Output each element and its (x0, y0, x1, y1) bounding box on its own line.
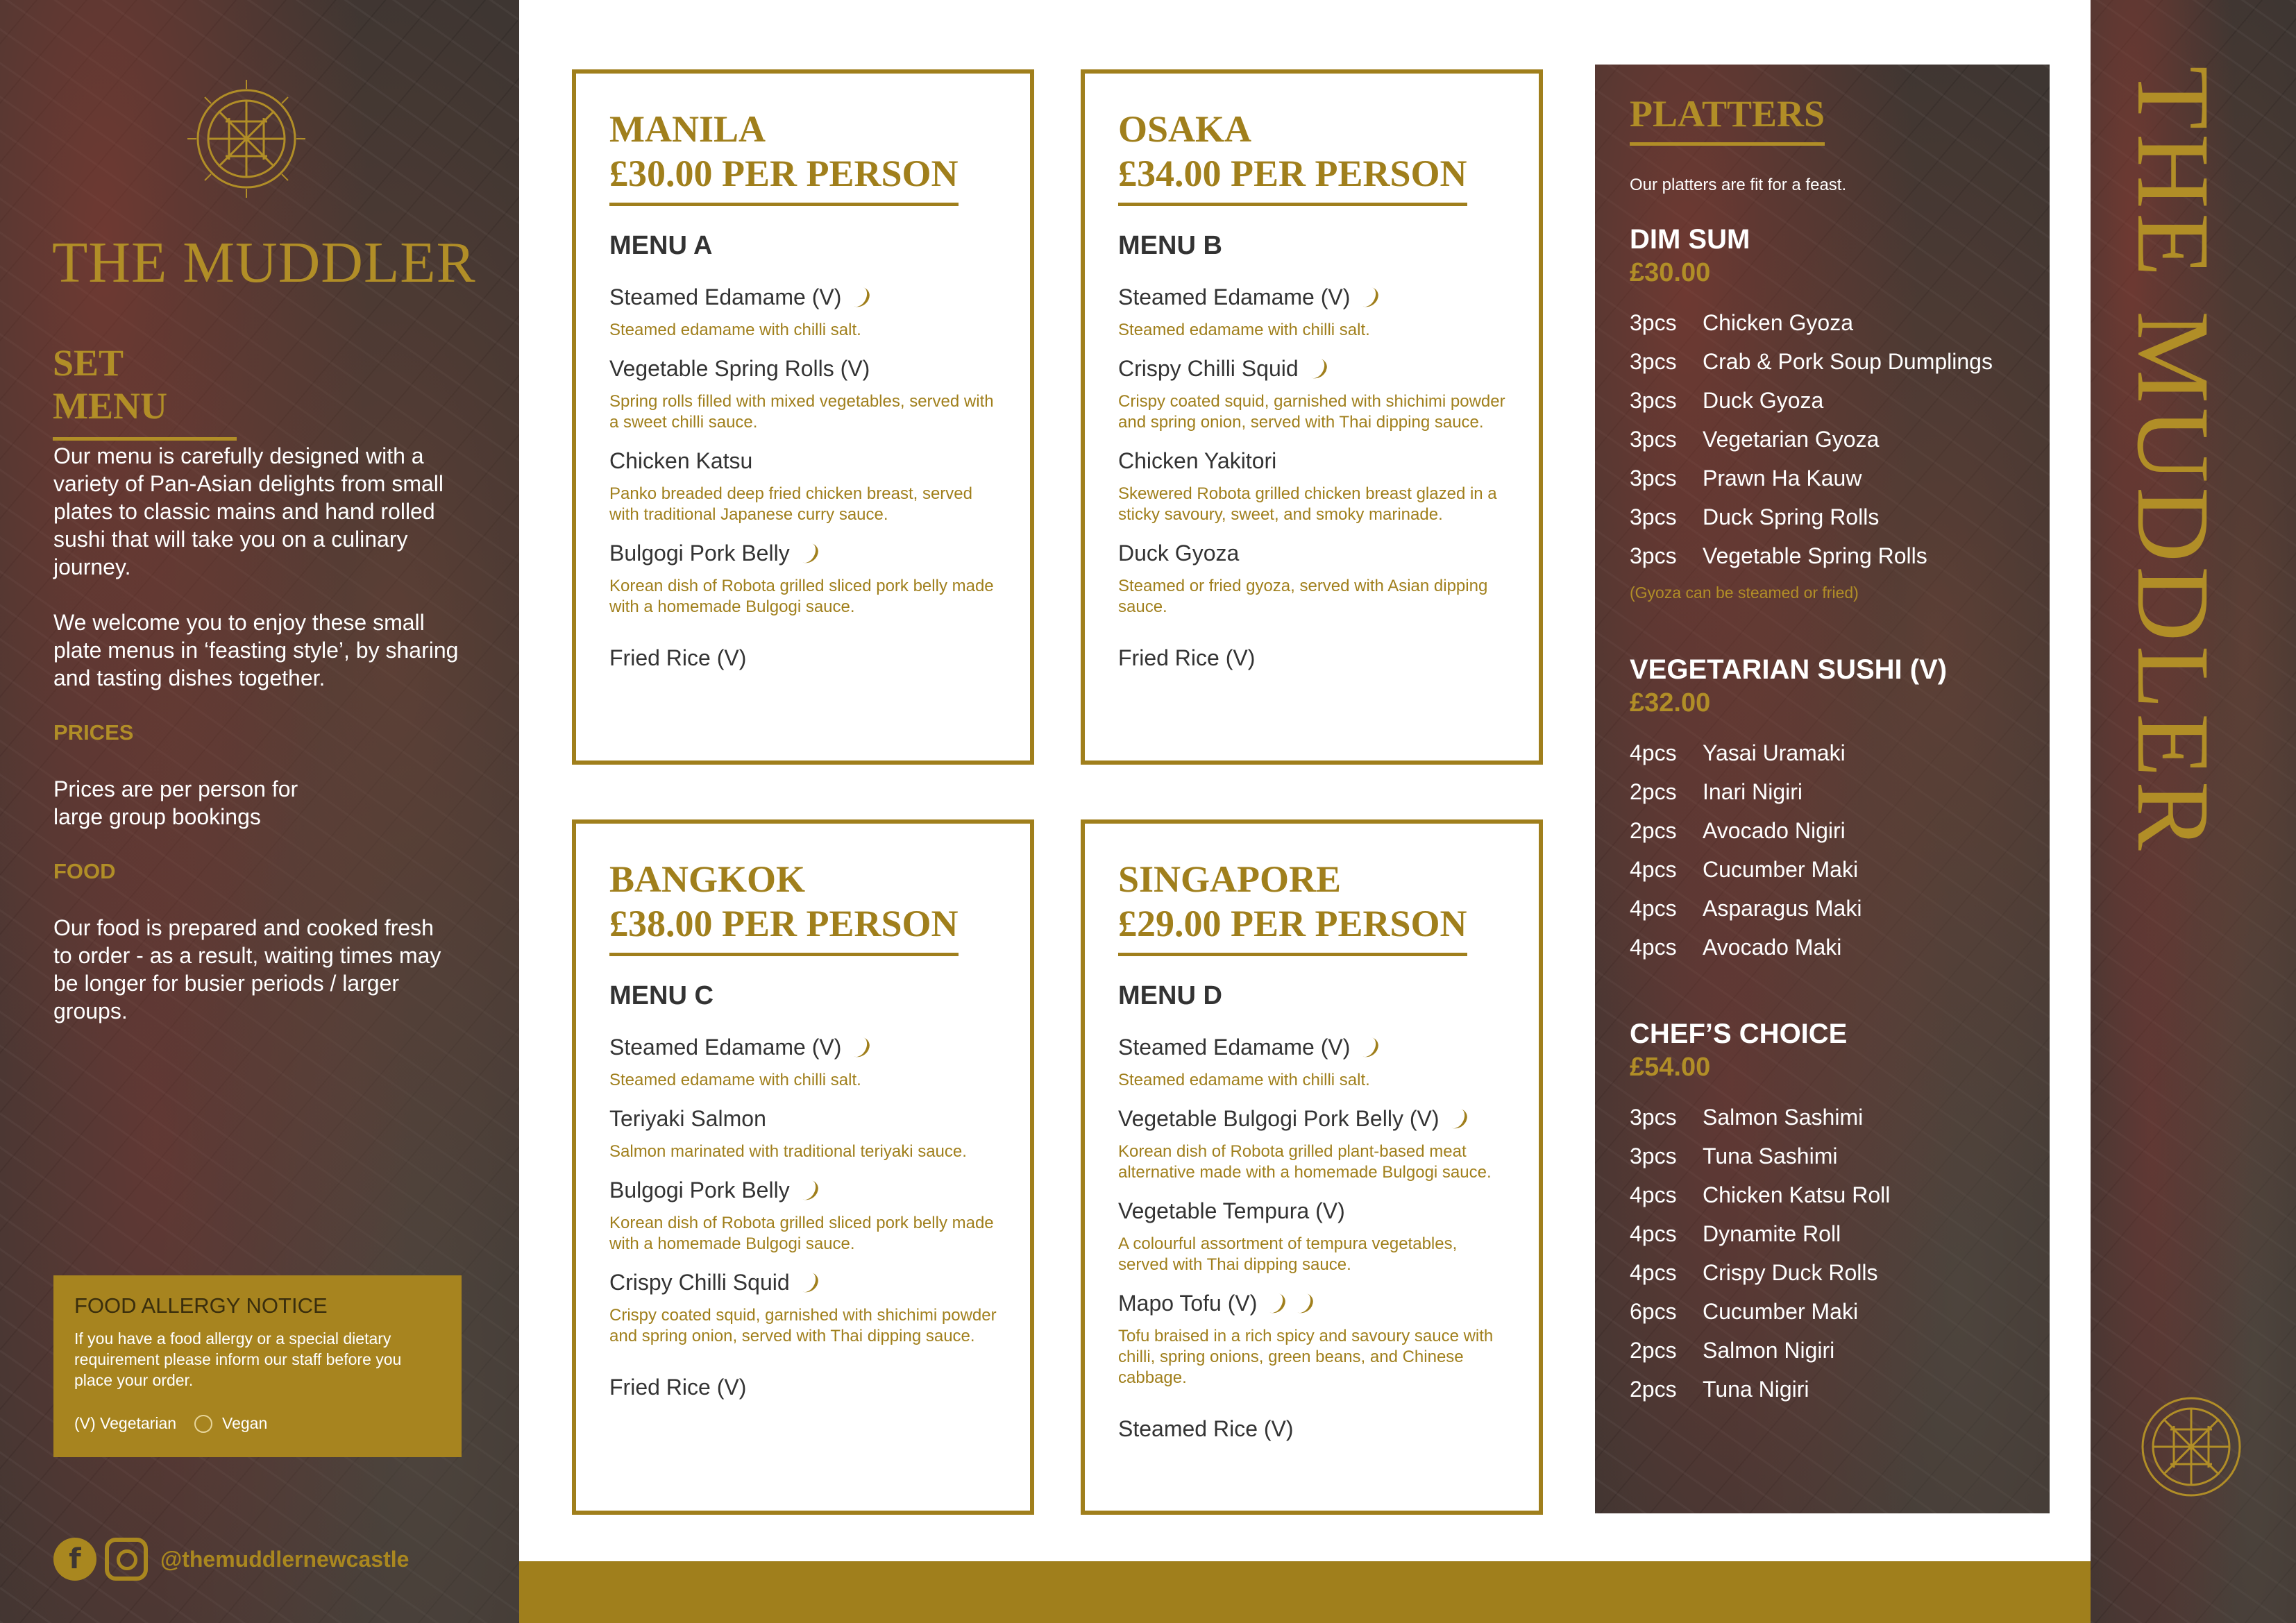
item-quantity: 4pcs (1630, 1182, 1677, 1207)
dish-name-row (609, 1178, 997, 1203)
platter-item (1630, 459, 2032, 498)
logo-emblem-icon (2122, 1377, 2261, 1516)
dish-name: Chicken Katsu (609, 448, 753, 473)
chilli-icon (800, 1271, 820, 1295)
item-name: Duck Spring Rolls (1703, 504, 1880, 529)
item-name: Inari Nigiri (1703, 779, 1803, 804)
item-name: Tuna Sashimi (1703, 1143, 1838, 1169)
allergy-title: FOOD ALLERGY NOTICE (74, 1293, 328, 1318)
menu-city: SINGAPORE (1118, 858, 1342, 900)
menu-label: MENU A (609, 231, 713, 260)
platter-item (1630, 381, 2032, 420)
platter-item (1630, 772, 2032, 811)
dish-description: Salmon marinated with traditional teriyaki sauce. (609, 1142, 967, 1161)
intro-paragraph-1: Our menu is carefully designed with a variety of Pan-Asian delights from small plates to classic mains and hand rolled sushi that will take you on a culinary journey. (53, 443, 444, 579)
item-quantity: 6pcs (1630, 1298, 1677, 1324)
dish-name-row (1118, 1198, 1505, 1224)
item-name: Cucumber Maki (1703, 1298, 1859, 1324)
menu-price: £38.00 PER PERSON (609, 901, 959, 956)
dish-description: Steamed edamame with chilli salt. (1118, 321, 1370, 339)
dish-name: Steamed Edamame (V) (1118, 1035, 1351, 1060)
dish (609, 541, 997, 618)
dish-name: Steamed Edamame (V) (1118, 284, 1351, 309)
dish-description: Steamed edamame with chilli salt. (609, 321, 861, 339)
item-name: Yasai Uramaki (1703, 740, 1846, 765)
item-name: Salmon Sashimi (1703, 1104, 1864, 1130)
menu-label: MENU C (609, 981, 714, 1010)
dish-description: Spring rolls filled with mixed vegetables, served with a sweet chilli sauce. (609, 392, 994, 432)
dish-name-row (609, 1375, 997, 1400)
dish-name-row (1118, 356, 1505, 382)
item-quantity: 3pcs (1630, 348, 1677, 374)
dish (1118, 1106, 1505, 1183)
menu-card-bangkok (572, 819, 1034, 1515)
dish (1118, 1416, 1505, 1442)
facebook-icon[interactable]: f (53, 1538, 96, 1581)
platter-item (1630, 1098, 2032, 1137)
menu-price: £30.00 PER PERSON (609, 151, 959, 206)
dish-name: Bulgogi Pork Belly (609, 541, 790, 566)
item-name: Crab & Pork Soup Dumplings (1703, 348, 1993, 374)
item-name: Crispy Duck Rolls (1703, 1259, 1878, 1285)
prices-label: PRICES (53, 720, 134, 745)
menu-city: MANILA (609, 108, 766, 150)
item-name: Chicken Katsu Roll (1703, 1182, 1891, 1207)
platter-item (1630, 1292, 2032, 1331)
set-menu-heading: SET MENU (53, 341, 237, 441)
dish-description: Skewered Robota grilled chicken breast glazed in a sticky savoury, sweet, and smoky marinade. (1118, 484, 1497, 524)
platter-item (1630, 1214, 2032, 1253)
dish (609, 448, 997, 525)
dish (1118, 1198, 1505, 1275)
dish-name: Fried Rice (V) (609, 1375, 747, 1400)
chilli-icon (800, 1178, 820, 1203)
left-panel (0, 0, 519, 1623)
dish-name-row (609, 448, 997, 474)
platter-item (1630, 1175, 2032, 1214)
dish (609, 1035, 997, 1091)
dish-name-row (1118, 1416, 1505, 1442)
dish-name: Steamed Edamame (V) (609, 284, 842, 309)
prices-text: Prices are per person for large group bookings (53, 776, 298, 829)
platter-chefs-choice (1630, 1019, 2032, 1409)
platters-title: PLATTERS (1630, 92, 1825, 146)
dish-name: Duck Gyoza (1118, 541, 1240, 566)
dish-name-row (1118, 541, 1505, 566)
dish-name-row (1118, 645, 1505, 671)
item-name: Prawn Ha Kauw (1703, 465, 1862, 491)
bottom-gold-bar (519, 1561, 2091, 1623)
dish-name-row (609, 356, 997, 382)
dish-description: Panko breaded deep fried chicken breast, served with traditional Japanese curry sauce. (609, 484, 972, 524)
item-name: Avocado Nigiri (1703, 817, 1846, 843)
dish-description: Korean dish of Robota grilled sliced pork belly made with a homemade Bulgogi sauce. (609, 1214, 994, 1253)
item-quantity: 4pcs (1630, 740, 1677, 765)
chilli-icon (1308, 357, 1328, 381)
platter-items (1630, 733, 2032, 967)
dish-name: Vegetable Tempura (V) (1118, 1198, 1345, 1223)
item-quantity: 3pcs (1630, 465, 1677, 491)
dish-name-row (609, 645, 997, 671)
allergy-notice (53, 1275, 462, 1457)
platter-vegetarian-sushi (1630, 654, 2032, 967)
dish (1118, 1291, 1505, 1388)
platter-price: £30.00 (1630, 258, 1711, 287)
dish (609, 1106, 997, 1162)
dish-name: Steamed Rice (V) (1118, 1416, 1294, 1441)
dish-name-row (609, 1035, 997, 1060)
item-name: Salmon Nigiri (1703, 1337, 1835, 1363)
vegan-legend: Vegan (222, 1414, 268, 1432)
platter-item (1630, 1137, 2032, 1175)
chilli-icon (1295, 1291, 1315, 1316)
item-name: Chicken Gyoza (1703, 309, 1853, 335)
item-quantity: 3pcs (1630, 1143, 1677, 1169)
item-quantity: 3pcs (1630, 543, 1677, 568)
dish-name-row (1118, 284, 1505, 310)
item-name: Cucumber Maki (1703, 856, 1859, 882)
item-quantity: 3pcs (1630, 387, 1677, 413)
menu-label: MENU D (1118, 981, 1222, 1010)
dish-name: Vegetable Spring Rolls (V) (609, 356, 870, 381)
platter-item (1630, 342, 2032, 381)
dish-name: Chicken Yakitori (1118, 448, 1277, 473)
platter-item (1630, 811, 2032, 850)
platter-item (1630, 733, 2032, 772)
dish-description: Korean dish of Robota grilled sliced pork belly made with a homemade Bulgogi sauce. (609, 577, 994, 616)
item-quantity: 4pcs (1630, 895, 1677, 921)
platter-item (1630, 928, 2032, 967)
item-quantity: 3pcs (1630, 426, 1677, 452)
dish-name: Teriyaki Salmon (609, 1106, 766, 1131)
menu-city: BANGKOK (609, 858, 806, 900)
dish-description: Crispy coated squid, garnished with shichimi powder and spring onion, served with Thai dipping sauce. (609, 1306, 997, 1345)
dish (609, 356, 997, 433)
dish-description: Steamed edamame with chilli salt. (1118, 1071, 1370, 1089)
menu-city: OSAKA (1118, 108, 1252, 150)
item-quantity: 2pcs (1630, 817, 1677, 843)
platter-name: CHEF’S CHOICE (1630, 1019, 1848, 1049)
chilli-icon (852, 285, 872, 309)
dish-name-row (609, 1270, 997, 1295)
dish (609, 1178, 997, 1255)
platter-item (1630, 420, 2032, 459)
menu-card-singapore (1081, 819, 1543, 1515)
dish-name-row (609, 284, 997, 310)
brand-name: THE MUDDLER (52, 230, 476, 295)
dish (1118, 541, 1505, 618)
platter-item (1630, 1253, 2032, 1292)
menu-price: £29.00 PER PERSON (1118, 901, 1467, 956)
platter-item (1630, 498, 2032, 536)
dish (609, 645, 997, 671)
platter-item (1630, 303, 2032, 342)
dish-name: Bulgogi Pork Belly (609, 1178, 790, 1203)
social-links (53, 1538, 409, 1581)
dish (609, 1375, 997, 1400)
platter-items (1630, 303, 2032, 575)
intro-paragraph-2: We welcome you to enjoy these small plate menus in ‘feasting style’, by sharing and tasting dishes together. (53, 610, 459, 690)
food-label: FOOD (53, 859, 116, 883)
item-quantity: 2pcs (1630, 1376, 1677, 1402)
item-quantity: 2pcs (1630, 1337, 1677, 1363)
platter-item (1630, 1370, 2032, 1409)
item-quantity: 4pcs (1630, 856, 1677, 882)
platters-intro: Our platters are fit for a feast. (1630, 176, 1847, 194)
menu-price: £34.00 PER PERSON (1118, 151, 1467, 206)
brand-name-vertical: THE MUDDLER (2116, 66, 2231, 855)
platter-item (1630, 536, 2032, 575)
menu-label: MENU B (1118, 231, 1222, 260)
item-name: Duck Gyoza (1703, 387, 1824, 413)
chilli-icon (1360, 1035, 1381, 1060)
platter-dim-sum (1630, 224, 2032, 602)
dish (1118, 356, 1505, 433)
dish-name-row (1118, 1035, 1505, 1060)
dish (1118, 645, 1505, 671)
item-quantity: 3pcs (1630, 504, 1677, 529)
item-name: Tuna Nigiri (1703, 1376, 1809, 1402)
platter-price: £32.00 (1630, 688, 1711, 717)
dietary-legend (74, 1414, 441, 1433)
platter-items (1630, 1098, 2032, 1409)
dish-name: Fried Rice (V) (1118, 645, 1256, 670)
dish-name: Mapo Tofu (V) (1118, 1291, 1258, 1316)
allergy-text: If you have a food allergy or a special dietary requirement please inform our staff before you place your order. (74, 1329, 402, 1389)
dish-description: Tofu braised in a rich spicy and savoury sauce with chilli, spring onions, green beans, and Chinese cabbage. (1118, 1327, 1494, 1387)
dish (1118, 284, 1505, 341)
item-name: Avocado Maki (1703, 934, 1842, 960)
item-quantity: 4pcs (1630, 934, 1677, 960)
platters-panel (1595, 65, 2050, 1513)
vegan-leaf-icon (194, 1415, 212, 1433)
dish-name: Steamed Edamame (V) (609, 1035, 842, 1060)
item-quantity: 2pcs (1630, 779, 1677, 804)
item-quantity: 4pcs (1630, 1221, 1677, 1246)
item-quantity: 3pcs (1630, 1104, 1677, 1130)
dish-description: A colourful assortment of tempura vegetables, served with Thai dipping sauce. (1118, 1234, 1458, 1274)
platter-name: DIM SUM (1630, 224, 1750, 255)
item-name: Dynamite Roll (1703, 1221, 1841, 1246)
platter-price: £54.00 (1630, 1053, 1711, 1082)
social-handle[interactable]: @themuddlernewcastle (160, 1546, 410, 1572)
dish-name-row (609, 541, 997, 566)
item-name: Vegetarian Gyoza (1703, 426, 1880, 452)
instagram-icon[interactable] (105, 1538, 148, 1581)
platter-item (1630, 850, 2032, 889)
platter-item (1630, 1331, 2032, 1370)
dish-name: Fried Rice (V) (609, 645, 747, 670)
item-quantity: 3pcs (1630, 309, 1677, 335)
dish-name: Vegetable Bulgogi Pork Belly (V) (1118, 1106, 1440, 1131)
chilli-icon (800, 541, 820, 566)
dish-name-row (1118, 1291, 1505, 1316)
chilli-icon (1267, 1291, 1288, 1316)
menu-card-manila (572, 69, 1034, 765)
platter-item (1630, 889, 2032, 928)
dish (609, 1270, 997, 1347)
logo-emblem-icon (177, 69, 316, 208)
dish-name-row (1118, 1106, 1505, 1132)
dish-name-row (1118, 448, 1505, 474)
vegetarian-legend: (V) Vegetarian (74, 1414, 177, 1432)
dish-description: Steamed edamame with chilli salt. (609, 1071, 861, 1089)
gyoza-note: (Gyoza can be steamed or fried) (1630, 584, 1859, 602)
dish-name: Crispy Chilli Squid (609, 1270, 790, 1295)
chilli-icon (852, 1035, 872, 1060)
dish-description: Steamed or fried gyoza, served with Asian dipping sauce. (1118, 577, 1488, 616)
dish-name-row (609, 1106, 997, 1132)
item-quantity: 4pcs (1630, 1259, 1677, 1285)
chilli-icon (1360, 285, 1381, 309)
chilli-icon (1449, 1107, 1469, 1131)
platter-name: VEGETARIAN SUSHI (V) (1630, 654, 1948, 685)
food-text: Our food is prepared and cooked fresh to order - as a result, waiting times may be longer for busier periods / larger groups. (53, 915, 441, 1023)
item-name: Asparagus Maki (1703, 895, 1862, 921)
dish (1118, 1035, 1505, 1091)
dish-description: Korean dish of Robota grilled plant-based meat alternative made with a homemade Bulgogi sauce. (1118, 1142, 1492, 1182)
item-name: Vegetable Spring Rolls (1703, 543, 1927, 568)
dish-name: Crispy Chilli Squid (1118, 356, 1299, 381)
dish (609, 284, 997, 341)
dish-description: Crispy coated squid, garnished with shichimi powder and spring onion, served with Thai dipping sauce. (1118, 392, 1505, 432)
menu-card-osaka (1081, 69, 1543, 765)
dish (1118, 448, 1505, 525)
